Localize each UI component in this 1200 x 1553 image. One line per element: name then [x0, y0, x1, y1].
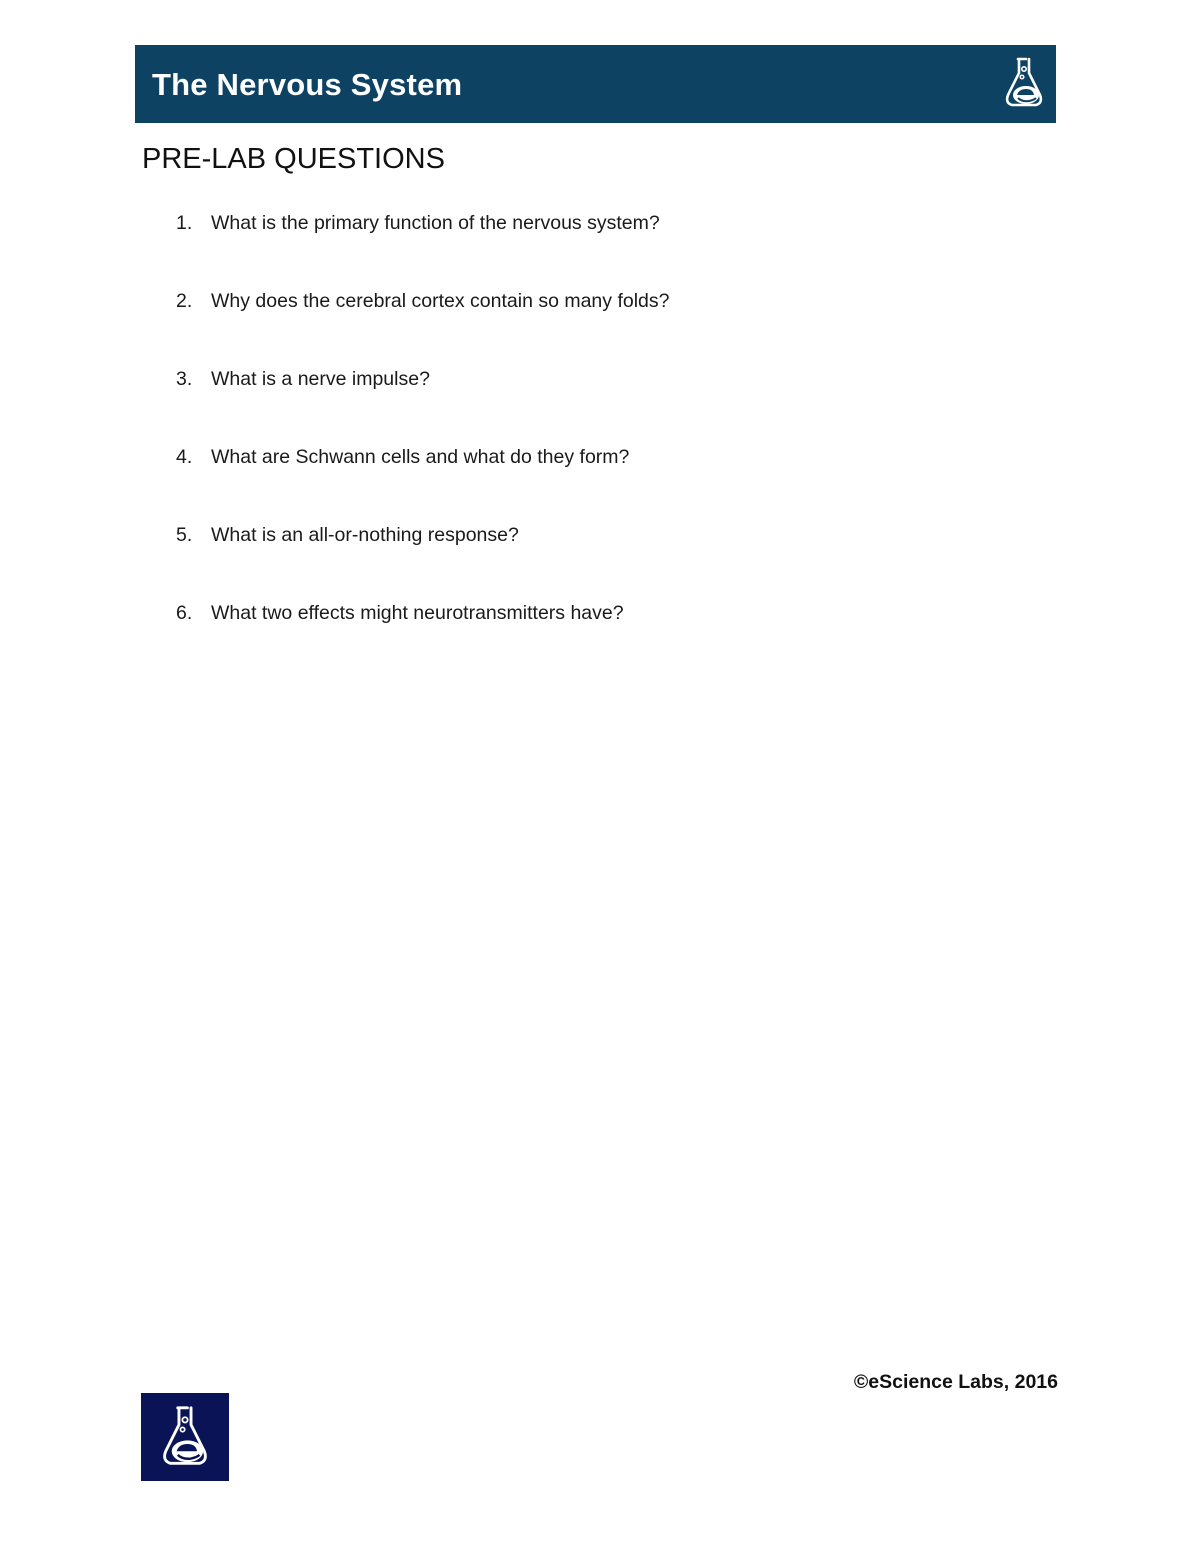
header-banner [135, 45, 1056, 123]
list-item [176, 602, 624, 625]
question-text: Why does the cerebral cortex contain so many folds? [211, 290, 670, 312]
question-number: 1. [176, 212, 193, 234]
question-number: 3. [176, 368, 193, 390]
question-number: 6. [176, 602, 193, 624]
list-item [176, 368, 430, 391]
question-text: What is a nerve impulse? [211, 368, 430, 390]
escience-flask-logo-icon [157, 1403, 213, 1473]
page-title: The Nervous System [152, 67, 463, 102]
list-item [176, 524, 519, 547]
question-number: 2. [176, 290, 193, 312]
question-text: What is the primary function of the nervous system? [211, 212, 660, 234]
copyright-notice: ©eScience Labs, 2016 [853, 1371, 1058, 1393]
list-item [176, 446, 629, 469]
question-text: What are Schwann cells and what do they form? [211, 446, 630, 468]
escience-flask-logo-icon [1002, 55, 1046, 113]
section-heading: PRE-LAB QUESTIONS [142, 143, 445, 175]
question-text: What is an all-or-nothing response? [211, 524, 519, 546]
footer-logo [141, 1393, 229, 1481]
list-item [176, 212, 660, 235]
question-text: What two effects might neurotransmitters have? [211, 602, 624, 624]
question-number: 5. [176, 524, 193, 546]
question-number: 4. [176, 446, 193, 468]
list-item [176, 290, 669, 313]
